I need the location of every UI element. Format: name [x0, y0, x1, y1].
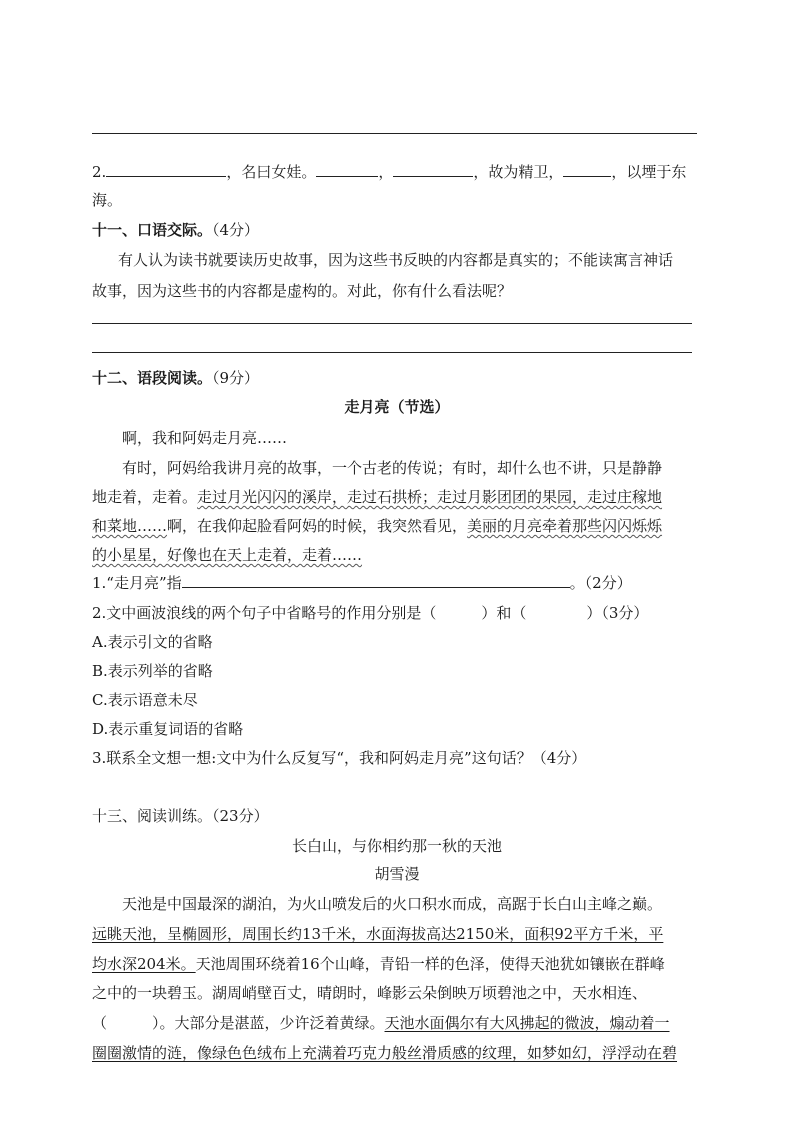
paragraph-line [92, 1013, 670, 1033]
question-3: 3.联系全文想一想:文中为什么反复写“，我和阿妈走月亮”这句话？（4分） [92, 749, 587, 767]
plain-text: （ ）。大部分是湛蓝，少许泛着黄绿。 [92, 1014, 385, 1032]
option-c: C.表示语意未尽 [92, 691, 198, 709]
question-number: 2. [92, 163, 107, 181]
question-2: 2.文中画波浪线的两个句子中省略号的作用分别是（ ）和（ ）（3分） [92, 604, 649, 622]
answer-blank[interactable] [563, 162, 611, 177]
paragraph-line: 有人认为读书就要读历史故事，因为这些书反映的内容都是真实的；不能读寓言神话 [118, 251, 674, 269]
question-text: ，故为精卫， [473, 163, 564, 181]
passage-title: 长白山，与你相约那一秋的天池 [291, 837, 502, 855]
paragraph-line [92, 954, 665, 974]
paragraph-line: 天池是中国最深的湖泊，为火山喷发后的火口积水而成，高踞于长白山主峰之巅。 [122, 895, 663, 913]
underlined-text: 天池水面偶尔有大风拂起的微波，煽动着一 [384, 1014, 670, 1032]
underlined-text: 均水深204米。 [92, 955, 196, 973]
question-text: ，名曰女娃。 [226, 163, 317, 181]
wavy-underlined-text: 美丽的月亮牵着那些闪闪烁烁 [467, 517, 663, 535]
answer-blank[interactable] [393, 162, 473, 177]
paragraph-line [92, 924, 663, 944]
question-text: ，以堙于东 [611, 163, 687, 181]
section-score: （4分） [212, 221, 260, 239]
plain-text: 天池周围环绕着16个山峰，青铅一样的色泽，使得天池犹如镶嵌在群峰 [195, 955, 665, 973]
option-d: D.表示重复词语的省略 [92, 720, 244, 738]
wavy-underlined-text: 的小星星，好像也在天上走着，走着…… [92, 546, 363, 564]
section-11-heading [92, 220, 259, 240]
question-text: 海。 [92, 191, 123, 209]
answer-line [92, 323, 692, 324]
paragraph-line [92, 1043, 677, 1063]
wavy-underlined-text: 走过月光闪闪的溪岸，走过石拱桥；走过月影团团的果园，走过庄稼地 [197, 488, 663, 506]
answer-blank[interactable] [316, 162, 378, 177]
question-1 [92, 573, 632, 593]
paragraph-line: 有时，阿妈给我讲月亮的故事，一个古老的传说；有时，却什么也不讲，只是静静 [122, 459, 663, 477]
section-title: 十二、语段阅读。 [92, 369, 213, 387]
underlined-text: 圈圈激情的涟，像绿色色绒布上充满着巧克力般丝滑质感的纹理，如梦如幻，浮浮动在碧 [92, 1044, 678, 1062]
plain-text: 啊，在我仰起脸看阿妈的时候，我突然看见， [167, 517, 468, 535]
section-score: （9分） [212, 369, 260, 387]
section-title: 十一、口语交际。 [92, 221, 213, 239]
paragraph-line: 之中的一块碧玉。湖周峭壁百丈，晴朗时，峰影云朵倒映万顷碧池之中，天水相连、 [92, 984, 648, 1002]
plain-text: 地走着，走着。 [92, 488, 198, 506]
underlined-text: 远眺天池，呈椭圆形，周围长约13千米，水面海拔高达2150米，面积92平方千米，平 [92, 925, 664, 943]
answer-blank[interactable] [182, 573, 570, 588]
paragraph-line: 故事，因为这些书的内容都是虚构的。对此，你有什么看法呢？ [92, 282, 513, 300]
paragraph-line [92, 487, 662, 507]
answer-line [92, 352, 692, 353]
paragraph-line [92, 545, 362, 565]
answer-line [92, 133, 697, 134]
answer-blank[interactable] [106, 162, 226, 177]
question-2-line [92, 162, 686, 182]
passage-author: 胡雪漫 [374, 865, 420, 883]
paragraph-line [92, 516, 662, 536]
question-text: ， [378, 163, 394, 181]
section-13-heading: 十三、阅读训练。（23分） [92, 807, 269, 825]
question-score: 。（2分） [569, 574, 632, 592]
section-12-heading [92, 368, 259, 388]
paragraph-line: 啊，我和阿妈走月亮…… [122, 429, 288, 447]
option-b: B.表示列举的省略 [92, 662, 213, 680]
wavy-underlined-text: 和菜地…… [92, 517, 168, 535]
question-text: 1.“走月亮”指 [92, 574, 182, 592]
option-a: A.表示引文的省略 [92, 633, 213, 651]
passage-title: 走月亮（节选） [344, 398, 450, 416]
